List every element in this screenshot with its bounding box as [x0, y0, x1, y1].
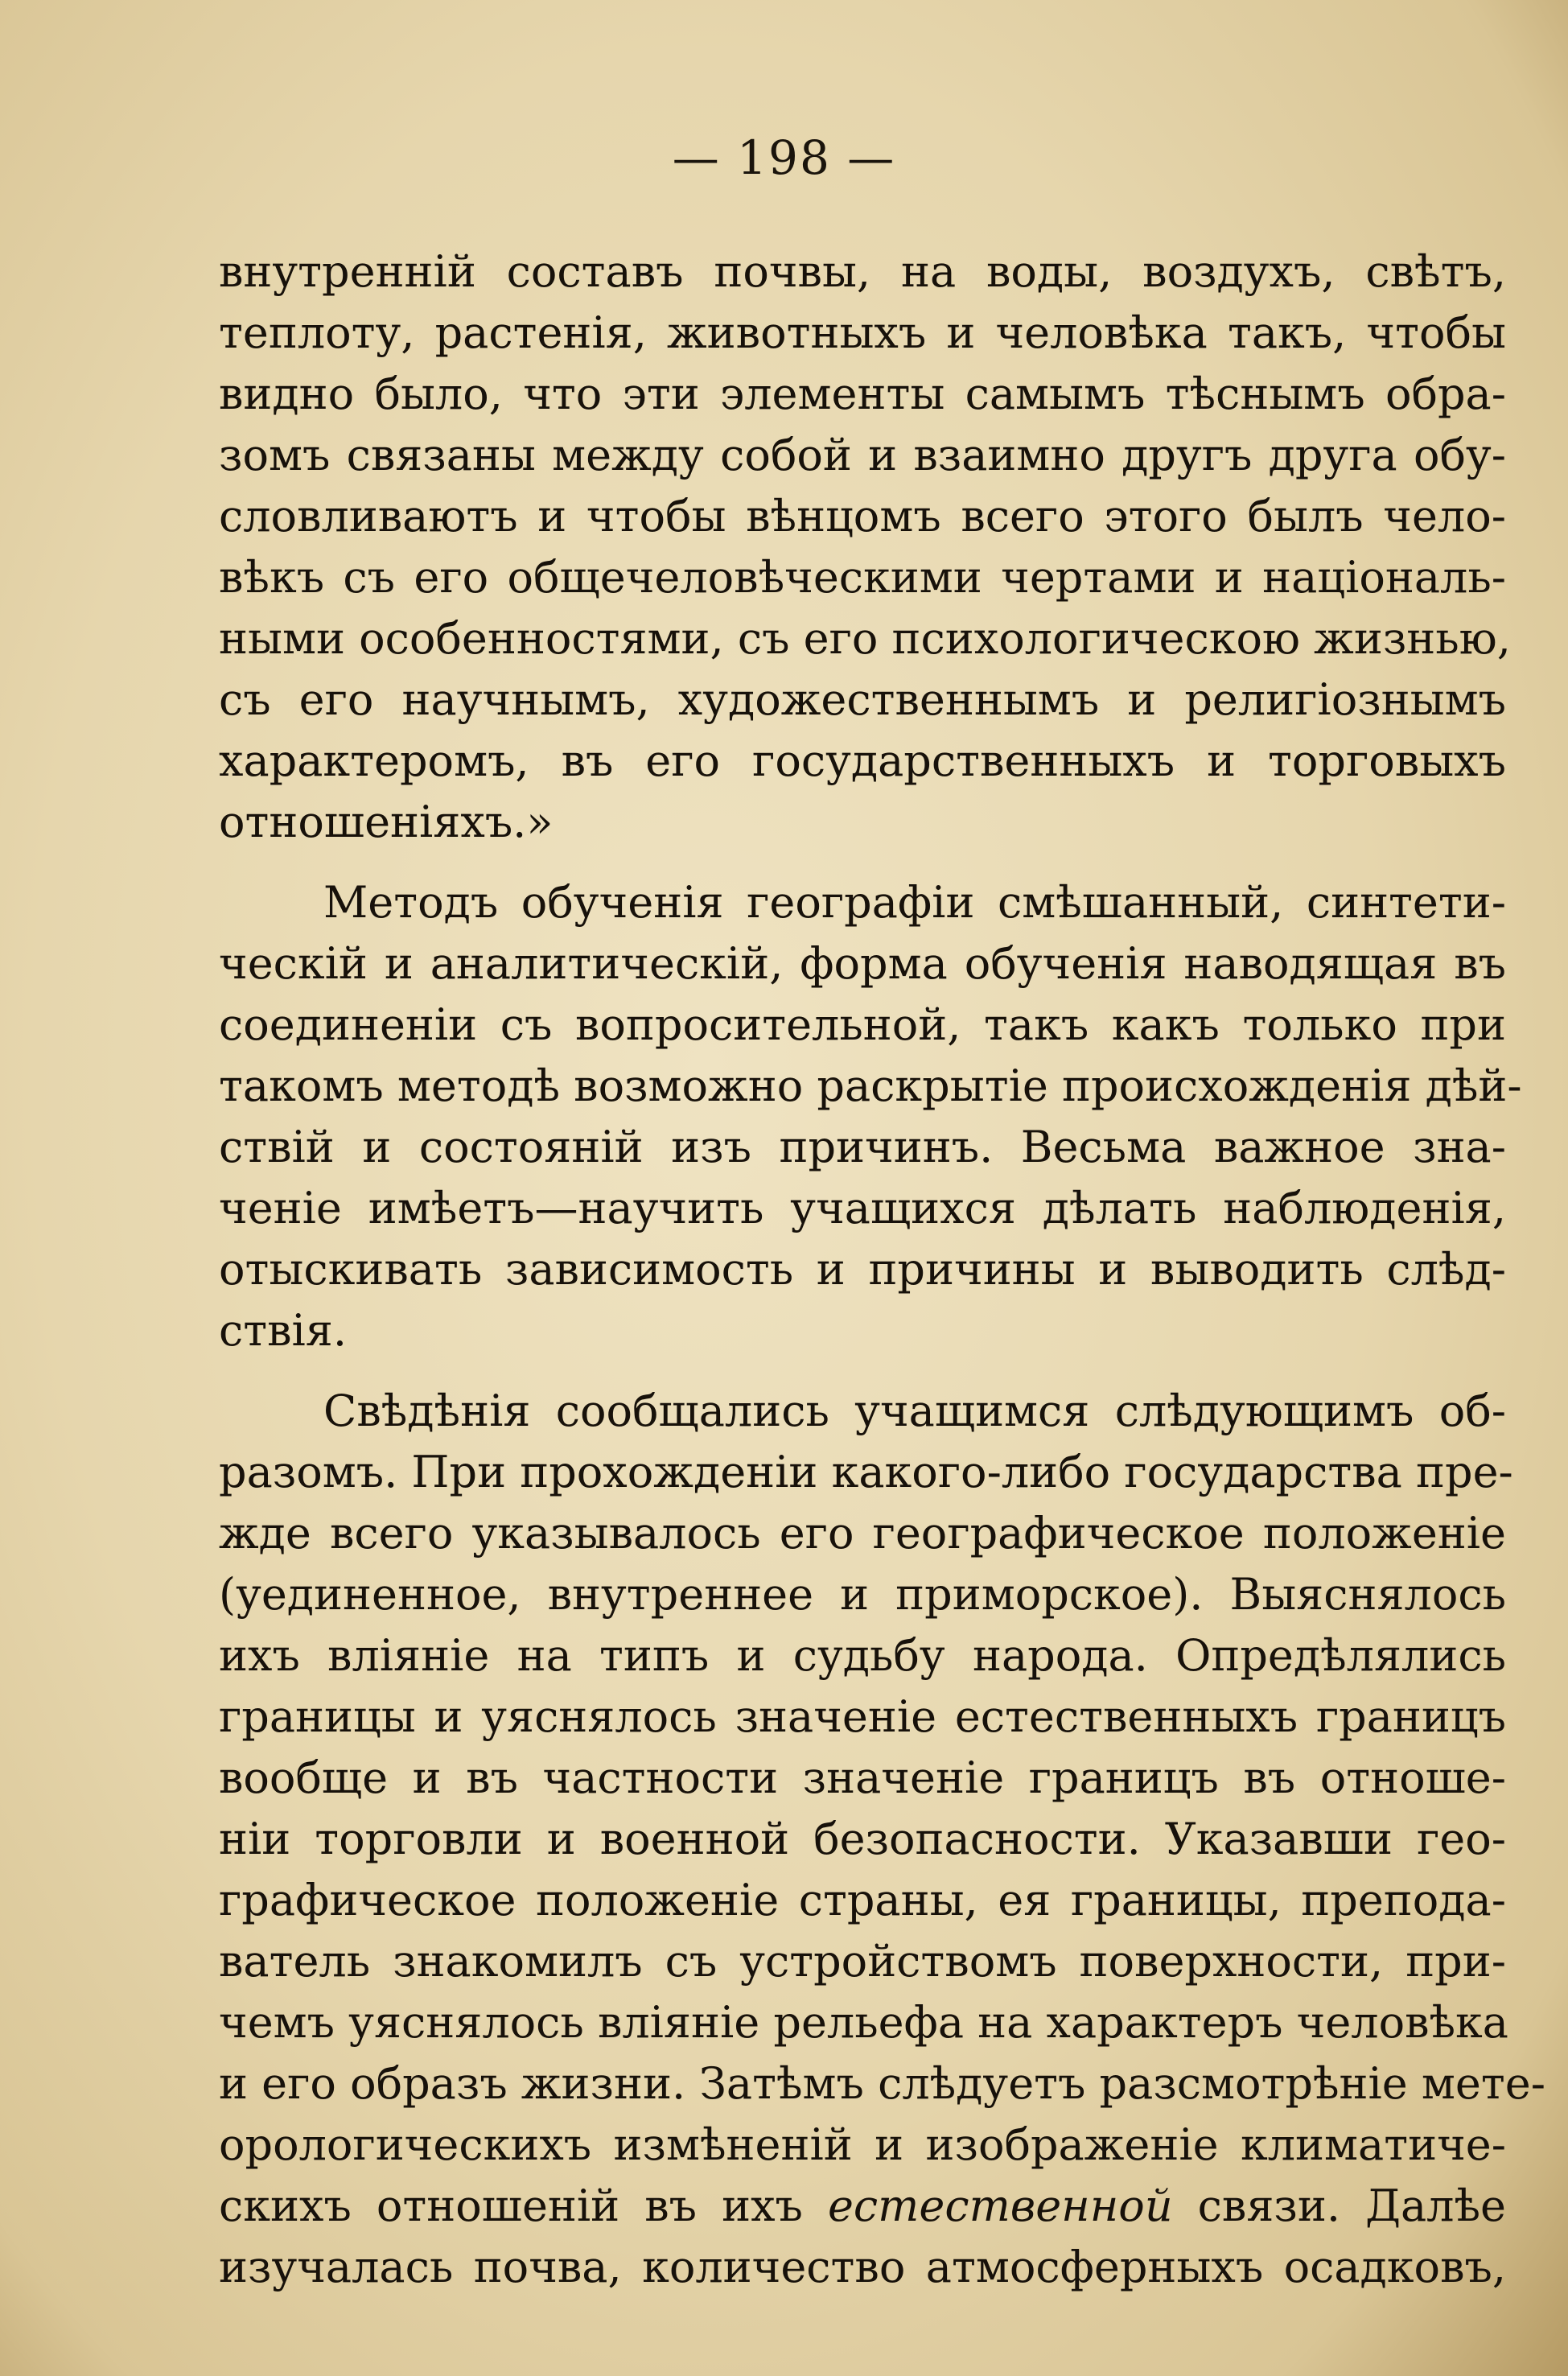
text-line: изучалась почва, количество атмосферныхъ осадковъ,	[219, 2242, 1506, 2292]
text-line: такомъ методѣ возможно раскрытіе происхожденія дѣй-	[219, 1060, 1522, 1111]
text-line: ствія.	[219, 1305, 348, 1356]
text-segment: скихъ отношеній въ ихъ	[219, 2180, 803, 2231]
text-line: ихъ вліяніе на типъ и судьбу народа. Опредѣлялись	[219, 1630, 1506, 1681]
text-line: ствій и состояній изъ причинъ. Весьма важное зна-	[219, 1122, 1506, 1172]
text-line: Свѣдѣнія сообщались учащимся слѣдующимъ об-	[323, 1386, 1506, 1436]
text-line: соединеніи съ вопросительной, такъ какъ только при	[219, 999, 1506, 1050]
text-line: словливаютъ и чтобы вѣнцомъ всего этого былъ чело-	[219, 491, 1506, 541]
text-line: и его образъ жизни. Затѣмъ слѣдуетъ разсмотрѣніе мете-	[219, 2058, 1545, 2109]
text-line: видно было, что эти элементы самымъ тѣснымъ обра-	[219, 369, 1506, 419]
text-line: орологическихъ измѣненій и изображеніе климатиче-	[219, 2119, 1506, 2170]
italic-emphasis: естественной	[827, 2180, 1173, 2231]
text-line: внутренній составъ почвы, на воды, воздухъ, свѣтъ,	[219, 246, 1506, 297]
text-line: ніи торговли и военной безопасности. Указавши гео-	[219, 1814, 1506, 1864]
text-segment: связи. Далѣе	[1197, 2180, 1506, 2231]
paragraph-3	[219, 1381, 1545, 2298]
text-line: жде всего указывалось его географическое положеніе	[219, 1508, 1506, 1559]
body-text	[219, 241, 1545, 2298]
text-line: разомъ. При прохожденіи какого-либо государства пре-	[219, 1447, 1513, 1497]
text-line: ными особенностями, съ его психологическою жизнью,	[219, 613, 1511, 664]
text-line: характеромъ, въ его государственныхъ и торговыхъ	[219, 735, 1506, 786]
text-line: вообще и въ частности значеніе границъ въ отноше-	[219, 1752, 1506, 1803]
text-line: чемъ уяснялось вліяніе рельефа на характеръ человѣка	[219, 1997, 1508, 2048]
paragraph-2	[219, 872, 1522, 1361]
page-number: — 198 —	[672, 130, 896, 185]
text-line: отношеніяхъ.»	[219, 797, 554, 847]
text-line-with-italic	[219, 2176, 1506, 2237]
text-line: вѣкъ съ его общечеловѣческими чертами и національ-	[219, 552, 1506, 603]
text-line: ватель знакомилъ съ устройствомъ поверхности, при-	[219, 1936, 1506, 1987]
text-line: съ его научнымъ, художественнымъ и религіознымъ	[219, 674, 1506, 725]
text-line: графическое положеніе страны, ея границы, препода-	[219, 1875, 1506, 1925]
text-line: (уединенное, внутреннее и приморское). Выяснялось	[219, 1569, 1506, 1620]
paragraph-1	[219, 241, 1511, 853]
text-line: границы и уяснялось значеніе естественныхъ границъ	[219, 1691, 1506, 1742]
text-line: ченіе имѣетъ—научить учащихся дѣлать наблюденія,	[219, 1183, 1506, 1233]
text-line: ческій и аналитическій, форма обученія наводящая въ	[219, 938, 1506, 989]
text-line: Методъ обученія географіи смѣшанный, синтети-	[323, 877, 1506, 928]
text-line: отыскивать зависимость и причины и выводить слѣд-	[219, 1244, 1506, 1295]
text-line: зомъ связаны между собой и взаимно другъ друга обу-	[219, 430, 1506, 480]
text-line: теплоту, растенія, животныхъ и человѣка такъ, чтобы	[219, 307, 1506, 358]
